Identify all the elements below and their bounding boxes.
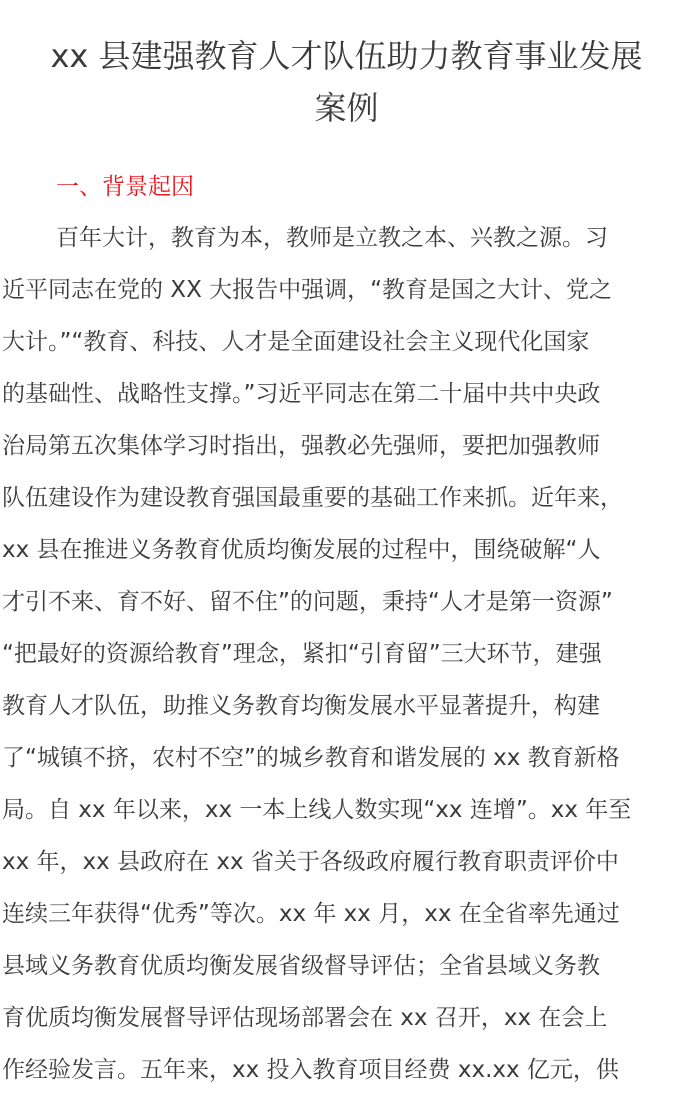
paragraph-line: 局。自 xx 年以来，xx 一本上线人数实现“xx 连增”。xx 年至 <box>2 797 632 823</box>
paragraph-line: 连续三年获得“优秀”等次。xx 年 xx 月，xx 在全省率先通过 <box>2 901 620 927</box>
paragraph-line: 的基础性、战略性支撑。”习近平同志在第二十届中共中央政 <box>2 381 601 407</box>
paragraph-line: xx 年，xx 县政府在 xx 省关于各级政府履行教育职责评价中 <box>2 849 619 875</box>
paragraph-line: 大计。”“教育、科技、人才是全面建设社会主义现代化国家 <box>2 329 590 355</box>
paragraph-line: 治局第五次集体学习时指出，强教必先强师，要把加强教师 <box>2 433 600 459</box>
paragraph-line: 百年大计，教育为本，教师是立教之本、兴教之源。习 <box>56 225 608 251</box>
paragraph-line: 才引不来、育不好、留不住”的问题，秉持“人才是第一资源” <box>2 589 613 615</box>
paragraph-line: 县域义务教育优质均衡发展省级督导评估；全省县域义务教 <box>2 953 600 979</box>
paragraph-line: 作经验发言。五年来，xx 投入教育项目经费 xx.xx 亿元，供 <box>2 1057 619 1083</box>
paragraph-line: 队伍建设作为建设教育强国最重要的基础工作来抓。近年来， <box>2 485 623 511</box>
background-paragraph <box>0 212 693 1096</box>
title-line-2: 案例 <box>314 89 379 127</box>
document-title <box>0 0 693 134</box>
paragraph-line: “把最好的资源给教育”理念，紧扣“引育留”三大环节，建强 <box>2 641 602 667</box>
paragraph-line: 教育人才队伍，助推义务教育均衡发展水平显著提升，构建 <box>2 693 600 719</box>
paragraph-line: 育优质均衡发展督导评估现场部署会在 xx 召开，xx 在会上 <box>2 1005 608 1031</box>
title-line-1: xx 县建强教育人才队伍助力教育事业发展 <box>50 37 643 75</box>
paragraph-line: xx 县在推进义务教育优质均衡发展的过程中，围绕破解“人 <box>2 537 601 563</box>
paragraph-line: 了“城镇不挤，农村不空”的城乡教育和谐发展的 xx 教育新格 <box>2 745 620 771</box>
section-heading-background: 一、背景起因 <box>56 174 194 200</box>
paragraph-line: 近平同志在党的 XX 大报告中强调，“教育是国之大计、党之 <box>2 277 613 303</box>
